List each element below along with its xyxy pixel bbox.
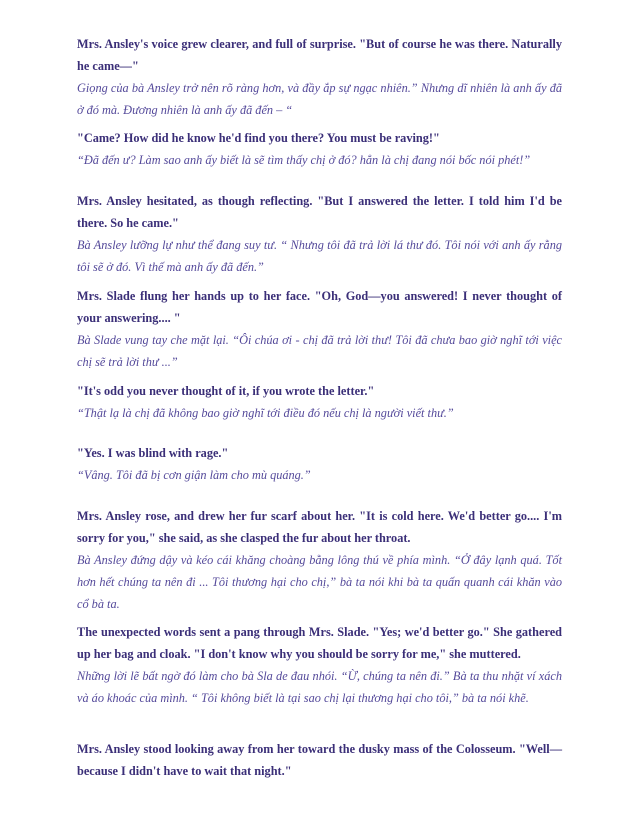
english-text: "It's odd you never thought of it, if you wrote the letter." (77, 384, 375, 398)
english-text: Mrs. Ansley hesitated, as though reflecting. "But I answered the letter. I told him I'd be there. So he came." (77, 194, 562, 230)
paragraph-4 (77, 285, 562, 373)
paragraph-5 (77, 380, 562, 424)
english-text: Mrs. Ansley rose, and drew her fur scarf about her. "It is cold here. We'd better go.... I'm sorry for you," she said, as she clasped the fur about her throat. (77, 509, 562, 545)
paragraph-3 (77, 190, 562, 278)
vietnamese-translation: “Thật lạ là chị đã không bao giờ nghĩ tới điều đó nếu chị là người viết thư.” (77, 406, 454, 420)
vietnamese-translation: “Đã đến ư? Làm sao anh ấy biết là sẽ tìm thấy chị ở đó? hẳn là chị đang nói bốc nói phét!” (77, 153, 531, 167)
vietnamese-translation: Giọng của bà Ansley trở nên rõ ràng hơn, và đầy ắp sự ngạc nhiên.” Nhưng dĩ nhiên là anh ấy đã ở đó mà. Đương nhiên là anh ấy đã đến – “ (77, 81, 562, 117)
paragraph-9 (77, 738, 562, 782)
english-text: "Came? How did he know he'd find you there? You must be raving!" (77, 131, 440, 145)
vietnamese-translation: “Vâng. Tôi đã bị cơn giận làm cho mù quáng.” (77, 468, 311, 482)
paragraph-1 (77, 33, 562, 121)
paragraph-2 (77, 127, 562, 171)
vietnamese-translation: Bà Ansley lưỡng lự như thể đang suy tư. “ Nhưng tôi đã trả lời lá thư đó. Tôi nói với anh ấy rằng tôi sẽ ở đó. Vì thế mà anh ấy đã đến.” (77, 238, 562, 274)
paragraph-8 (77, 621, 562, 709)
english-text: Mrs. Ansley stood looking away from her toward the dusky mass of the Colosseum. "Well—because I didn't have to wait that night." (77, 742, 562, 778)
paragraph-6 (77, 442, 562, 486)
english-text: The unexpected words sent a pang through Mrs. Slade. "Yes; we'd better go." She gathered up her bag and cloak. "I don't know why you should be sorry for me," she muttered. (77, 625, 562, 661)
english-text: Mrs. Slade flung her hands up to her face. "Oh, God—you answered! I never thought of your answering.... " (77, 289, 562, 325)
paragraph-7 (77, 505, 562, 615)
vietnamese-translation: Bà Ansley đứng dậy và kéo cái khăng choàng bằng lông thú về phía mình. “Ở đây lạnh quá. Tốt hơn hết chúng ta nên đi ... Tôi thương hại cho chị,” bà ta nói khi bà ta quấn quanh cái khăn vào cổ bà ta. (77, 553, 562, 611)
vietnamese-translation: Bà Slade vung tay che mặt lại. “Ôi chúa ơi - chị đã trả lời thư! Tôi đã chưa bao giờ nghĩ tới việc chị sẽ trả lời thư ...” (77, 333, 562, 369)
vietnamese-translation: Những lời lẽ bất ngờ đó làm cho bà Sla de đau nhói. “Ừ, chúng ta nên đi.” Bà ta thu nhặt ví xách và áo khoác của mình. “ Tôi không biết là tại sao chị lại thương hại cho tôi,” bà ta nói khẽ. (77, 669, 562, 705)
english-text: "Yes. I was blind with rage." (77, 446, 229, 460)
english-text: Mrs. Ansley's voice grew clearer, and full of surprise. "But of course he was there. Naturally he came—" (77, 37, 562, 73)
